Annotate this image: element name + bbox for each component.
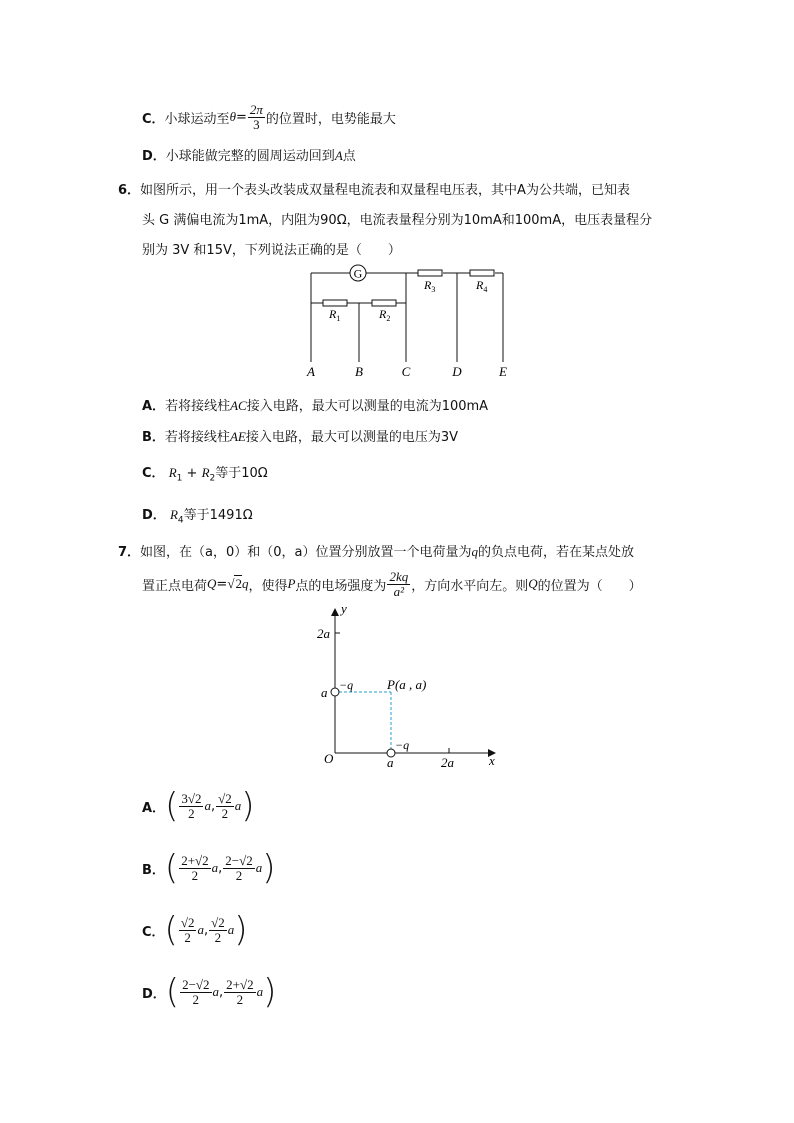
terminal-e: E	[499, 364, 507, 379]
q6-option-b: B．若将接线柱AE接入电路，最大可以测量的电压为3V	[142, 429, 458, 445]
terminal-d: D	[452, 364, 462, 379]
coordinate-diagram	[315, 603, 505, 773]
q7-option-a: A． ( $\frac{3√2}{2}$ a , $\frac{√2}{2}$ a )	[142, 786, 255, 826]
x-tick-2a: 2a	[441, 755, 454, 770]
terminal-a: A	[307, 364, 315, 379]
resistor-r4	[470, 270, 494, 276]
q6-line-3: 别为 3V 和15V，下列说法正确的是（ ）	[142, 243, 401, 258]
q7-line-2: 置正点电荷 Q = √2 q ，使得 P 点的电场强度为 $\frac{2kq}{\text{a²}}$ ，方向水平向左。则 Q 的位置为（ ）	[142, 568, 642, 599]
q7-option-d: D． ( $\frac{2-√2}{2}$ a , $\frac{2+√2}{2}$ a )	[142, 972, 277, 1012]
resistor-r1	[323, 300, 347, 306]
y-axis-label: y	[341, 603, 347, 616]
charge-top-label: −q	[339, 678, 354, 692]
y-tick-a: a	[321, 685, 328, 700]
r1-label: $R_1$	[329, 307, 341, 323]
resistor-r3	[418, 270, 442, 276]
q7-line-1: 7．如图，在（a，0）和（0，a）位置分别放置一个电荷量为q的负点电荷，若在某点处放	[118, 544, 635, 560]
r4-label: $R_4$	[476, 278, 488, 294]
x-axis-label: x	[489, 753, 495, 768]
q7-option-b: B． ( $\frac{2+√2}{2}$ a , $\frac{2-√2}{2}$ a )	[142, 848, 276, 888]
point-p-label: P(a , a)	[387, 677, 427, 692]
fraction: $\frac{2\pi}{3}$	[249, 101, 263, 132]
terminal-c: C	[401, 364, 411, 379]
q6-option-d: D． $R_4$等于1491Ω	[142, 507, 253, 526]
q6-line-2: 头 G 满偏电流为1mA，内阻为90Ω，电流表量程分别为10mA和100mA，电压表量程分	[142, 213, 653, 228]
resistor-r2	[372, 300, 396, 306]
q5-option-d: D．小球能做完整的圆周运动回到A点	[142, 148, 356, 164]
x-tick-a: a	[387, 755, 394, 770]
galvanometer-label: G	[353, 266, 363, 281]
q6-option-c: C． $R_1 + R_2$等于10Ω	[142, 465, 268, 484]
r3-label: $R_3$	[424, 278, 436, 294]
origin-label: O	[324, 751, 334, 766]
y-tick-2a: 2a	[317, 626, 330, 641]
q6-option-a: A．若将接线柱AC接入电路，最大可以测量的电流为100mA	[142, 398, 489, 414]
charge-top-icon	[331, 688, 339, 696]
terminal-b: B	[355, 364, 363, 379]
q6-line-1: 6．如图所示，用一个表头改装成双量程电流表和双量程电压表，其中A为公共端，已知表	[118, 183, 630, 198]
circuit-diagram	[300, 262, 520, 382]
q5-option-c: C． 小球运动至 θ = $\frac{2\pi}{3}$ 的位置时，电势能最大	[142, 101, 396, 132]
q7-option-c: C． ( $\frac{√2}{2}$ a , $\frac{√2}{2}$ a )	[142, 910, 248, 950]
field-fraction: $\frac{2kq}{\text{a²}}$	[389, 568, 409, 599]
charge-bottom-label: −q	[395, 738, 410, 752]
r2-label: $R_2$	[379, 307, 391, 323]
